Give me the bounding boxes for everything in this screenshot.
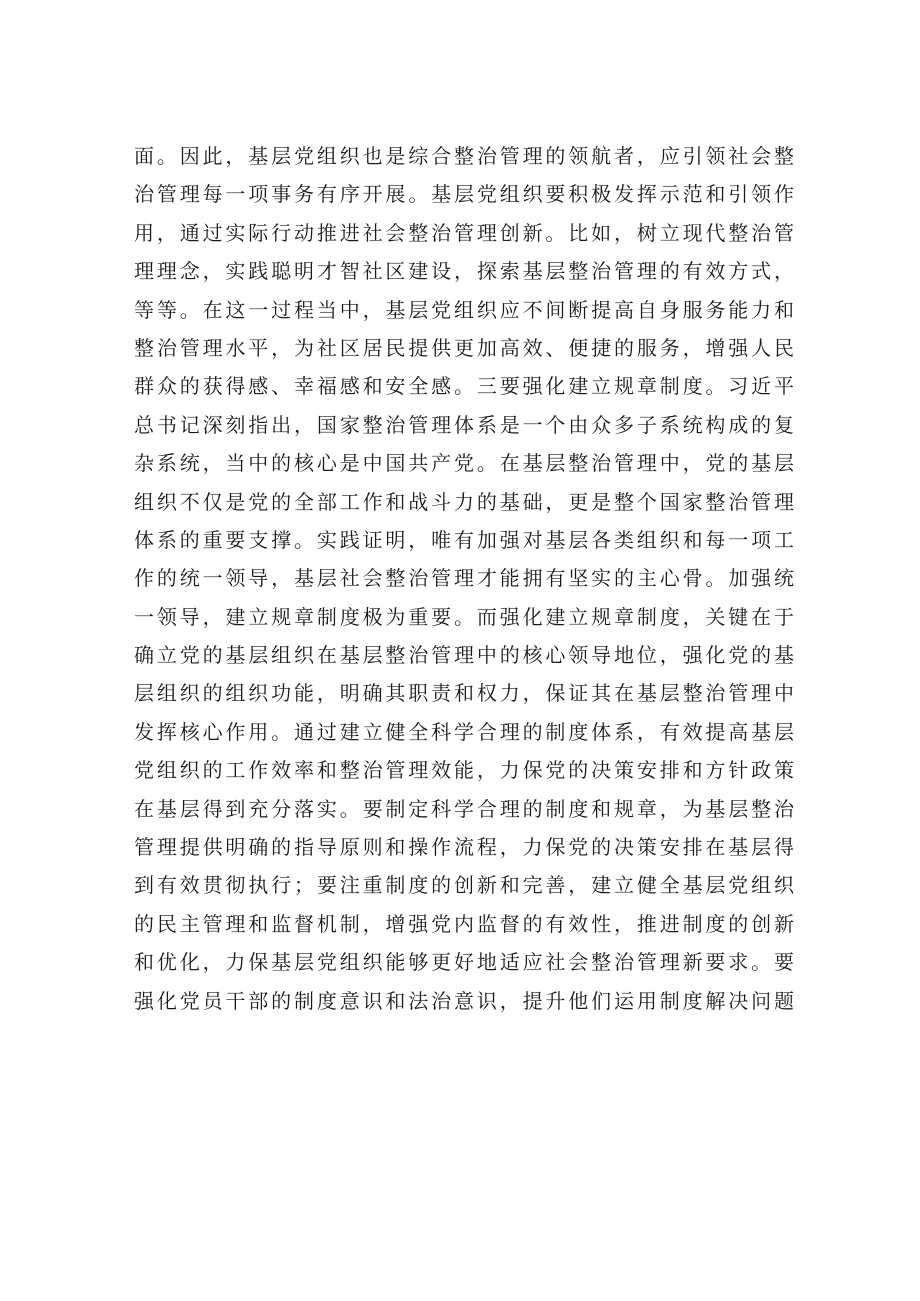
text-line: 等等。在这一过程当中，基层党组织应不间断提高自身服务能力和 <box>134 297 794 322</box>
text-line: 整治管理水平，为社区居民提供更加高效、便捷的服务，增强人民 <box>134 335 794 360</box>
text-line: 用，通过实际行动推进社会整治管理创新。比如，树立现代整治管 <box>134 220 794 245</box>
text-line: 确立党的基层组织在基层整治管理中的核心领导地位，强化党的基 <box>134 643 794 668</box>
text-line: 总书记深刻指出，国家整治管理体系是一个由众多子系统构成的复 <box>134 412 794 437</box>
body-text <box>134 137 794 1020</box>
text-line: 到有效贯彻执行；要注重制度的创新和完善，建立健全基层党组织 <box>134 873 794 898</box>
text-line: 杂系统，当中的核心是中国共产党。在基层整治管理中，党的基层 <box>134 451 794 476</box>
text-line: 层组织的组织功能，明确其职责和权力，保证其在基层整治管理中 <box>134 681 794 706</box>
text-line: 作的统一领导，基层社会整治管理才能拥有坚实的主心骨。加强统 <box>134 566 794 591</box>
text-line: 和优化，力保基层党组织能够更好地适应社会整治管理新要求。要 <box>134 950 794 975</box>
text-line: 群众的获得感、幸福感和安全感。三要强化建立规章制度。习近平 <box>134 374 794 399</box>
text-line: 的民主管理和监督机制，增强党内监督的有效性，推进制度的创新 <box>134 911 794 936</box>
text-line: 管理提供明确的指导原则和操作流程，力保党的决策安排在基层得 <box>134 835 794 860</box>
text-line: 组织不仅是党的全部工作和战斗力的基础，更是整个国家整治管理 <box>134 489 794 514</box>
text-line: 强化党员干部的制度意识和法治意识，提升他们运用制度解决问题 <box>134 988 794 1013</box>
text-line: 理理念，实践聪明才智社区建设，探索基层整治管理的有效方式， <box>134 259 794 284</box>
text-line: 一领导，建立规章制度极为重要。而强化建立规章制度，关键在于 <box>134 604 794 629</box>
text-line: 发挥核心作用。通过建立健全科学合理的制度体系，有效提高基层 <box>134 719 794 744</box>
text-line: 面。因此，基层党组织也是综合整治管理的领航者，应引领社会整 <box>134 144 794 168</box>
text-line: 在基层得到充分落实。要制定科学合理的制度和规章，为基层整治 <box>134 796 794 821</box>
text-line: 体系的重要支撑。实践证明，唯有加强对基层各类组织和每一项工 <box>134 527 794 552</box>
text-line: 党组织的工作效率和整治管理效能，力保党的决策安排和方针政策 <box>134 758 794 783</box>
text-line: 治管理每一项事务有序开展。基层党组织要积极发挥示范和引领作 <box>134 182 794 207</box>
